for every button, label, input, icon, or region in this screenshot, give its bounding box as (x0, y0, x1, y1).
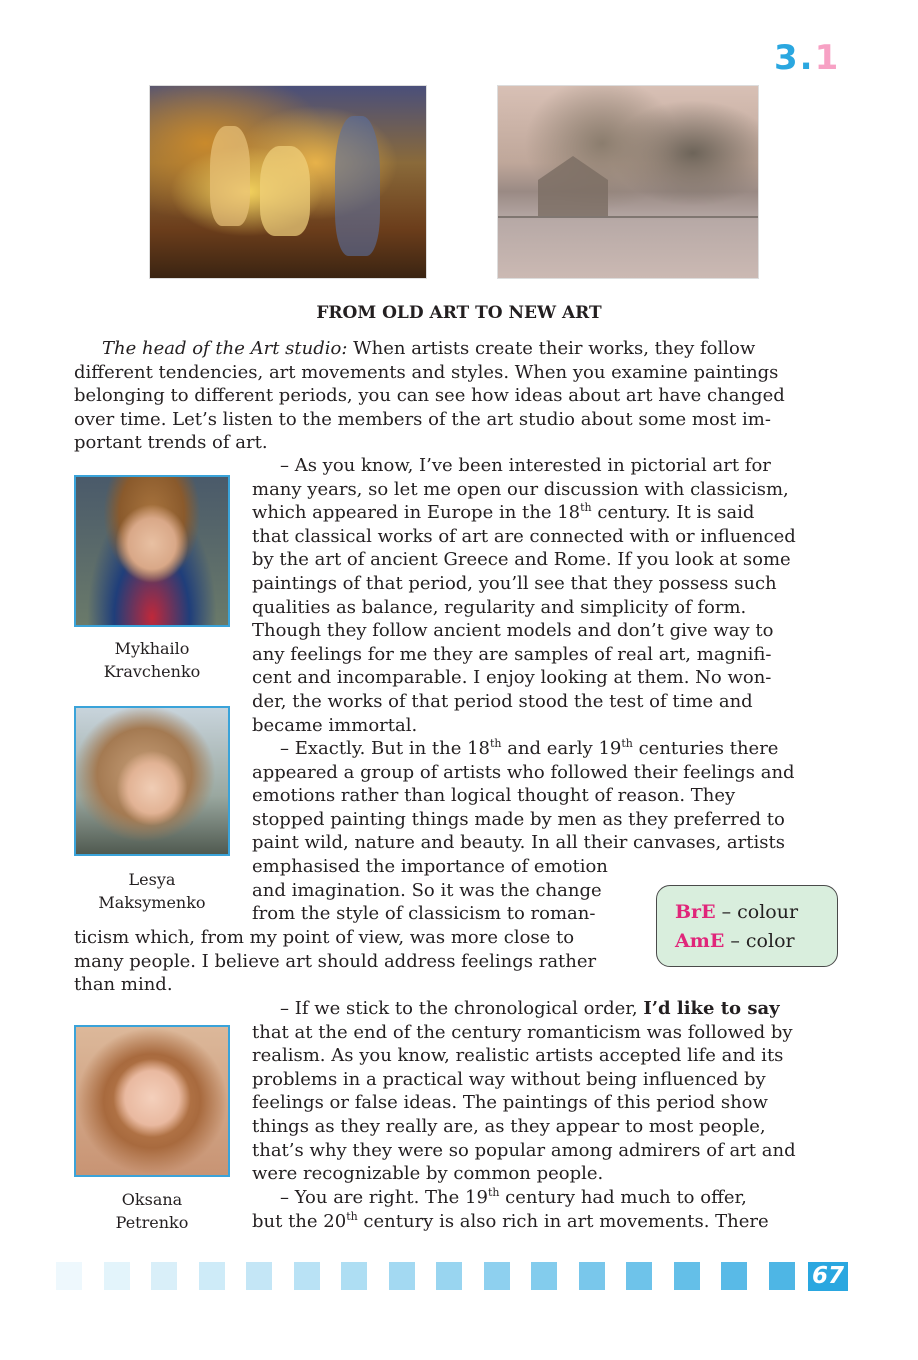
note-bre-line: BrE – colour (675, 901, 799, 923)
footer-square (674, 1262, 700, 1290)
footer-square (341, 1262, 367, 1290)
footer-square (579, 1262, 605, 1290)
footer-square (104, 1262, 130, 1290)
caption-oksana: Oksana Petrenko (115, 1190, 189, 1232)
note-ame-line: AmE – color (675, 930, 795, 952)
footer-square (531, 1262, 557, 1290)
avatar-oksana (74, 1025, 230, 1177)
footer-decoration (56, 1262, 816, 1292)
paragraph-classicism: – As you know, I’ve been interested in pictorial art for many years, so let me open our discussion with classicism, which appeared in Europe in the 18th century. It is said that classical works of art are connected with or influenced by the art of ancient Greece and Rome. If you look at some paintings of that period, you’ll see that they possess such qualities as balance, regularity and simplicity of form. Though they follow ancient models and don’t give way to any feelings for me they are samples of real art, magnifi- cent and incomparable. I enjoy looking at them. No won- der, the works of that period stood the test of time and became immortal. (252, 455, 796, 736)
footer-square (721, 1262, 747, 1290)
footer-square (56, 1262, 82, 1290)
landscape-painting-image (497, 85, 759, 279)
footer-square (769, 1262, 795, 1290)
caption-mykhailo: Mykhailo Kravchenko (103, 639, 201, 681)
paragraph-romanticism-continued: emphasised the importance of emotion and imagination. So it was the change from the style of classicism to roman- (252, 856, 608, 925)
footer-square (294, 1262, 320, 1290)
paragraph-realism: – If we stick to the chronological order, I’d like to say that at the end of the century romanticism was followed by realism. As you know, realistic artists accepted life and its problems in a practical way without being influenced by feelings or false ideas. The paintings of this period show things as they really are, as they appear to most people, that’s why they were so popular among admirers of art and were recognizable by common people. (252, 998, 796, 1185)
paragraph-romanticism-end: ticism which, from my point of view, was more close to many people. I believe art should address feelings rather than mind. (74, 927, 597, 996)
footer-square (151, 1262, 177, 1290)
speaker-label: The head of the Art studio: (102, 338, 348, 359)
paragraph-twentieth-century: – You are right. The 19th century had much to offer, but the 20th century is also rich in art movements. There (252, 1186, 769, 1232)
footer-square (436, 1262, 462, 1290)
footer-square (484, 1262, 510, 1290)
classical-painting-image (149, 85, 427, 279)
page-title: FROM OLD ART TO NEW ART (316, 303, 602, 323)
footer-square (199, 1262, 225, 1290)
section-number: 3.1 (774, 38, 841, 78)
footer-square (626, 1262, 652, 1290)
footer-square (246, 1262, 272, 1290)
footer-square (389, 1262, 415, 1290)
paragraph-romanticism: – Exactly. But in the 18th and early 19th centuries there appeared a group of artists who followed their feelings and emotions rather than logical thought of reason. They stopped painting things made by men as they preferred to paint wild, nature and beauty. In all their canvases, artists (252, 737, 795, 854)
caption-lesya: Lesya Maksymenko (98, 870, 206, 912)
page-number: 67 (808, 1262, 848, 1291)
intro-paragraph: The head of the Art studio: When artists create their works, they follow different tendencies, art movements and styles. When you examine paintings belonging to different periods, you can see how ideas about art have changed over time. Let’s listen to the members of the art studio about some most im- portant trends of art. (74, 338, 785, 454)
avatar-lesya (74, 706, 230, 856)
avatar-mykhailo (74, 475, 230, 627)
vocabulary-note-box (656, 885, 838, 967)
